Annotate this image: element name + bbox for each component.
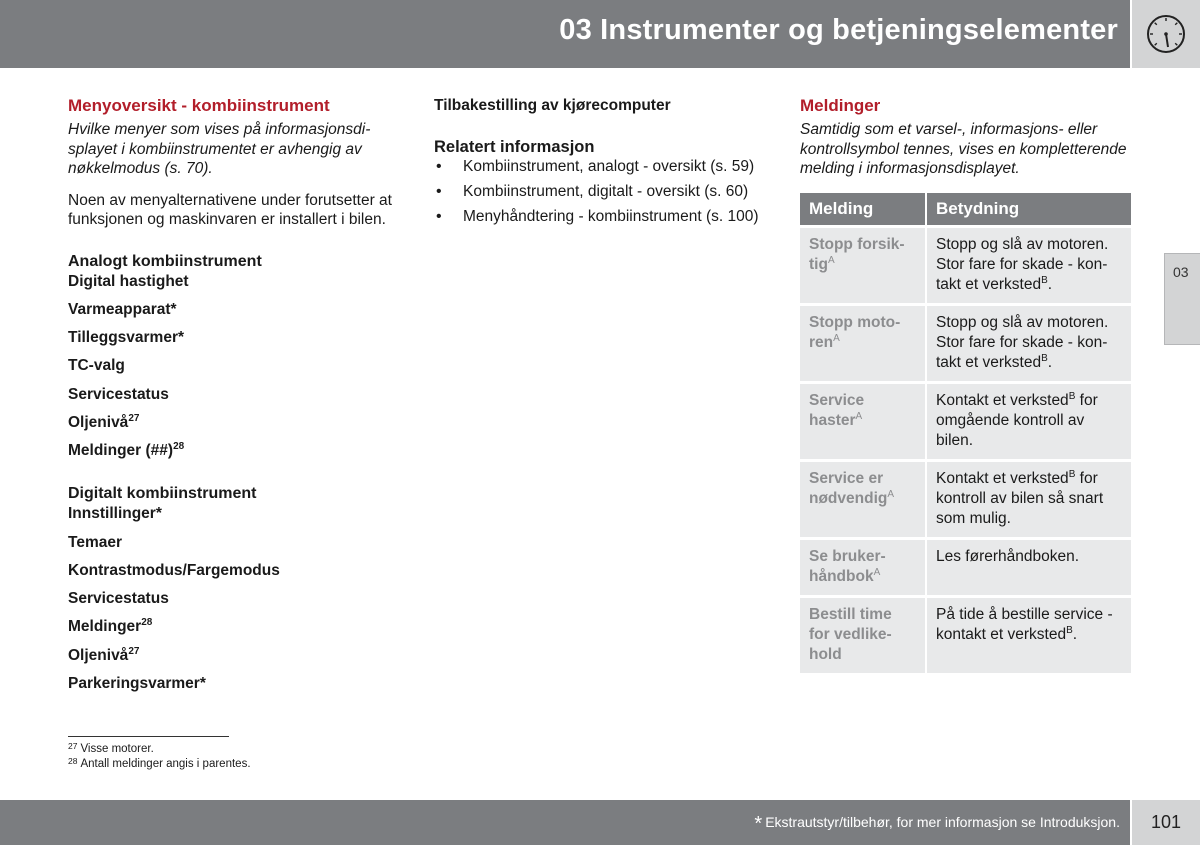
table-header-row — [800, 193, 1131, 225]
menu-item — [68, 356, 398, 376]
message-name: Stopp forsiktig — [809, 236, 905, 273]
related-link: • Menyhåndtering - kombiinstrument (s. 100) — [434, 207, 769, 226]
menu-item-label: Parkeringsvarmer* — [68, 675, 206, 693]
table-row — [800, 595, 1131, 673]
menu-item — [68, 504, 398, 524]
meaning-cell — [925, 303, 1131, 381]
menu-item-label: Servicestatus — [68, 385, 169, 403]
footnote-ref: 28 — [141, 617, 153, 629]
analog-heading: Analogt kombiinstrument — [68, 252, 262, 270]
footnote-number: 28 — [68, 755, 78, 766]
digital-heading: Digitalt kombiinstrument — [68, 485, 257, 503]
menu-item-label: Innstillinger* — [68, 505, 162, 523]
message-note-ref: A — [873, 567, 881, 578]
page-header — [0, 0, 1130, 68]
message-cell — [800, 381, 925, 459]
related-info-list — [434, 157, 769, 226]
footnote-ref: 27 — [128, 645, 140, 657]
digital-menu-list — [68, 504, 398, 694]
accessory-note-text: Ekstrautstyr/tilbehør, for mer informasjon se Introduksjon. — [765, 814, 1120, 830]
meaning-cell — [925, 381, 1131, 459]
meaning-note-ref: B — [1041, 275, 1048, 286]
message-cell — [800, 225, 925, 303]
footnote-text: Visse motorer. — [80, 743, 154, 755]
menu-item — [68, 413, 398, 433]
table-row — [800, 459, 1131, 537]
menu-item — [68, 300, 398, 320]
column-trip-reset — [434, 96, 769, 232]
menu-item — [68, 533, 398, 553]
meaning-note-ref: B — [1068, 469, 1076, 480]
related-info-heading: Relatert informasjon — [434, 138, 595, 156]
section-title-menu-overview: Menyoversikt - kombiinstrument — [68, 96, 330, 115]
menu-item-label: Servicestatus — [68, 590, 169, 608]
menu-item — [68, 385, 398, 405]
footnote — [68, 757, 398, 772]
column-header-message: Melding — [800, 193, 925, 225]
meaning-text-end: . — [1047, 354, 1053, 371]
footnote-number: 27 — [68, 741, 78, 751]
meaning-cell — [925, 459, 1131, 537]
menu-item — [68, 646, 398, 666]
menu-item — [68, 674, 398, 694]
analog-menu-list — [68, 272, 398, 462]
chapter-icon-box — [1132, 0, 1200, 68]
menu-item — [68, 561, 398, 581]
body-paragraph: Noen av menyalternativene under forutsetter at funksjonen og maskinvaren er installert i bilen. — [68, 191, 392, 228]
chapter-side-tab — [1164, 253, 1200, 345]
message-note-ref: A — [887, 489, 895, 500]
menu-item — [68, 441, 398, 461]
meaning-note-ref: B — [1041, 353, 1048, 364]
asterisk-mark: * — [754, 813, 763, 835]
menu-item-label: Tilleggsvarmer* — [68, 329, 185, 347]
meaning-text: På tide å bestille service - kontakt et verksted — [936, 606, 1113, 643]
menu-item — [68, 617, 398, 637]
trip-reset-heading: Tilbakestilling av kjørecomputer — [434, 97, 671, 114]
speedometer-icon — [1145, 13, 1187, 55]
meaning-text: Stopp og slå av motoren. Stor fare for skade - kontakt et verksted — [936, 314, 1109, 371]
footnotes — [68, 736, 398, 771]
meaning-text: Stopp og slå av motoren. Stor fare for skade - kontakt et verksted — [936, 236, 1109, 293]
column-messages — [800, 96, 1131, 179]
column-menu-overview — [68, 96, 398, 694]
message-name: Se brukerhåndbok — [809, 548, 886, 585]
meaning-text: Les førerhåndboken. — [936, 548, 1080, 565]
related-link: • Kombiinstrument, digitalt - oversikt (s. 60) — [434, 182, 769, 201]
menu-item-label: Oljenivå — [68, 413, 129, 431]
menu-item-label: Kontrastmodus/Fargemodus — [68, 561, 280, 579]
menu-item-label: Digital hastighet — [68, 272, 189, 290]
meaning-cell — [925, 595, 1131, 673]
message-note-ref: A — [833, 333, 840, 344]
footnote-text: Antall meldinger angis i parentes. — [80, 757, 251, 770]
chapter-side-tab-label: 03 — [1173, 264, 1189, 280]
messages-table — [800, 193, 1131, 673]
meaning-note-ref: B — [1066, 625, 1073, 636]
section-title-messages: Meldinger — [800, 96, 881, 115]
table-row — [800, 225, 1131, 303]
meaning-cell — [925, 225, 1131, 303]
message-cell — [800, 459, 925, 537]
table-row — [800, 537, 1131, 595]
column-header-meaning: Betydning — [925, 193, 1131, 225]
meaning-text-end: . — [1047, 276, 1053, 293]
page-number-box — [1132, 800, 1200, 845]
meaning-cell — [925, 537, 1131, 595]
footnote-rule — [68, 736, 229, 737]
meaning-text: Kontakt et verksted — [936, 470, 1069, 487]
related-link: • Kombiinstrument, analogt - oversikt (s. 59) — [434, 157, 769, 176]
accessory-note — [754, 813, 1120, 836]
menu-item-label: Oljenivå — [68, 646, 129, 664]
menu-item — [68, 589, 398, 609]
message-cell — [800, 303, 925, 381]
menu-item-label: TC-valg — [68, 357, 125, 375]
menu-item-label: Temaer — [68, 533, 122, 551]
footnote-ref: 27 — [128, 412, 140, 424]
message-note-ref: A — [855, 411, 863, 422]
menu-item-label: Varmeapparat* — [68, 300, 177, 318]
message-note-ref: A — [827, 255, 835, 266]
message-name: Service er nødvendig — [809, 470, 888, 507]
intro-text: Hvilke menyer som vises på informasjonsdisplayet i kombiinstrumentet er avhengig av nøkkelmodus (s. 70). — [68, 121, 371, 177]
chapter-title: 03 Instrumenter og betjeningselementer — [559, 14, 1118, 46]
menu-item — [68, 272, 398, 292]
table-row — [800, 303, 1131, 381]
footnote-ref: 28 — [173, 441, 185, 453]
message-cell — [800, 595, 925, 673]
menu-item-label: Meldinger (##) — [68, 442, 174, 460]
message-cell — [800, 537, 925, 595]
message-name: Bestill time for vedlikehold — [809, 606, 892, 663]
meaning-text-end: for kontroll av bilen så snart som mulig. — [936, 470, 1104, 527]
page-number: 101 — [1151, 812, 1182, 832]
messages-intro: Samtidig som et varsel-, informasjons- eller kontrollsymbol tennes, vises en kompletterende melding i informasjonsdisplayet. — [800, 121, 1127, 177]
menu-item-label: Meldinger — [68, 618, 142, 636]
message-name: Service haster — [809, 392, 865, 429]
footnote — [68, 742, 398, 757]
meaning-text: Kontakt et verksted — [936, 392, 1069, 409]
menu-item — [68, 328, 398, 348]
meaning-text-end: . — [1072, 626, 1078, 643]
meaning-text-end: for omgående kontroll av bilen. — [936, 392, 1098, 449]
message-name: Stopp motoren — [809, 314, 901, 351]
meaning-note-ref: B — [1068, 391, 1076, 402]
table-row — [800, 381, 1131, 459]
page-footer — [0, 800, 1130, 845]
